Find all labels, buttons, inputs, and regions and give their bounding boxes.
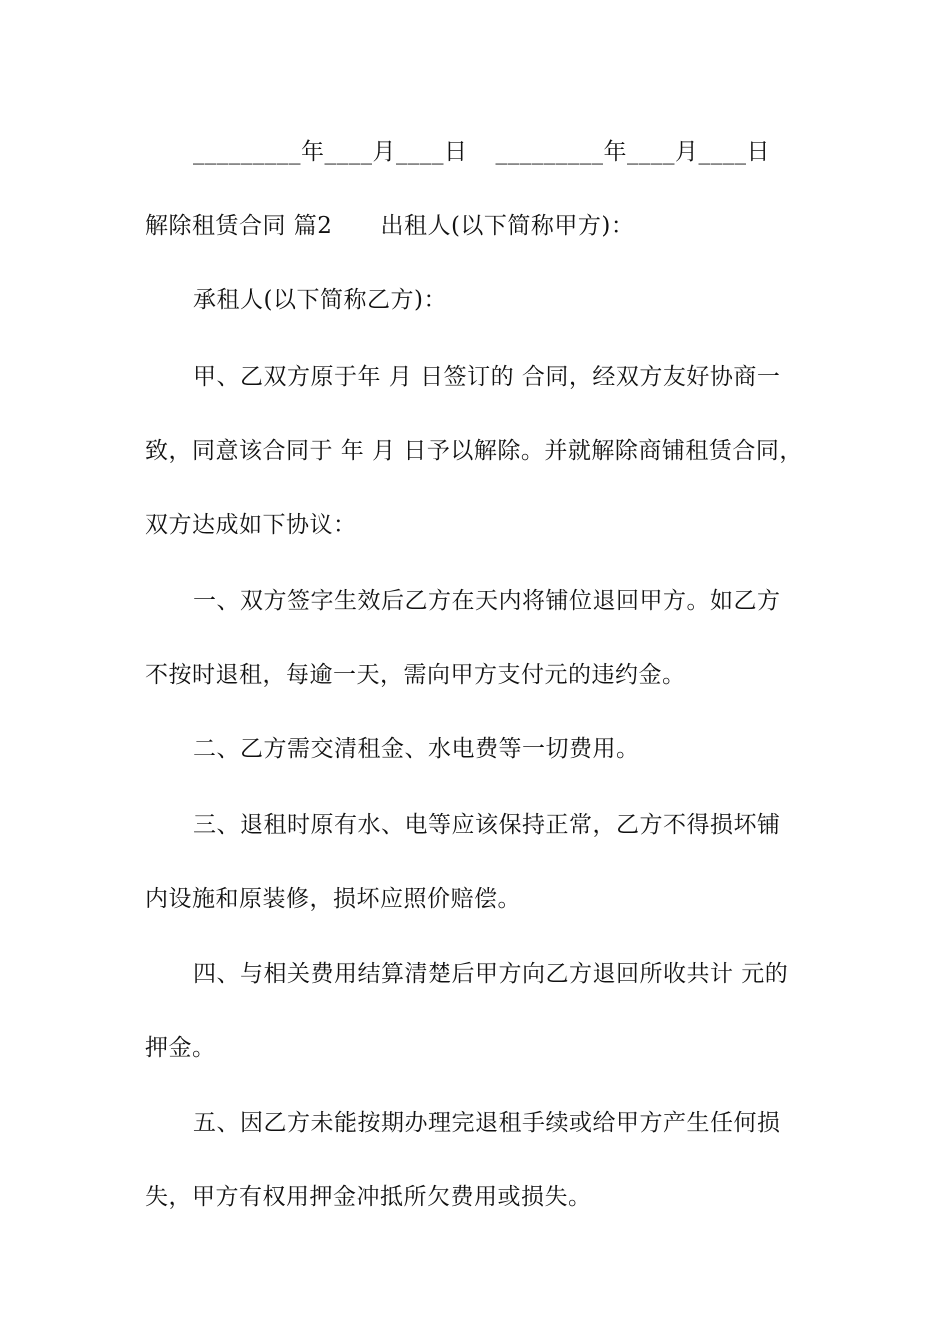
lessee-label: 承租人(以下简称乙方)： xyxy=(193,287,447,313)
lessor-label: 出租人(以下简称甲方)： xyxy=(380,213,635,239)
paragraph-line: 甲、乙双方原于年 月 日签订的 合同，经双方友好协商一 xyxy=(193,364,781,390)
paragraph-line: 三、退租时原有水、电等应该保持正常，乙方不得损坏铺 xyxy=(193,812,781,838)
date-right: _________年____月____日 xyxy=(495,139,770,165)
paragraph-line: 失，甲方有权用押金冲抵所欠费用或损失。 xyxy=(145,1184,592,1210)
paragraph-line: 一、双方签字生效后乙方在天内将铺位退回甲方。如乙方 xyxy=(193,588,781,614)
paragraph-line: 内设施和原装修，损坏应照价赔偿。 xyxy=(145,886,521,912)
paragraph-line: 致，同意该合同于 年 月 日予以解除。并就解除商铺租赁合同， xyxy=(145,438,803,464)
paragraph-line: 四、与相关费用结算清楚后甲方向乙方退回所收共计 元的 xyxy=(193,961,789,987)
paragraph-line: 双方达成如下协议： xyxy=(145,512,357,538)
section-heading-line xyxy=(145,211,845,241)
paragraph-line: 不按时退租，每逾一天，需向甲方支付元的违约金。 xyxy=(145,662,686,688)
paragraph-line: 押金。 xyxy=(145,1035,216,1061)
paragraph-line: 二、乙方需交清租金、水电费等一切费用。 xyxy=(193,736,640,762)
section-title: 解除租赁合同 篇2 xyxy=(145,213,333,239)
signature-date-line xyxy=(193,137,893,167)
date-left: _________年____月____日 xyxy=(193,139,468,165)
paragraph-line: 五、因乙方未能按期办理完退租手续或给甲方产生任何损 xyxy=(193,1110,781,1136)
